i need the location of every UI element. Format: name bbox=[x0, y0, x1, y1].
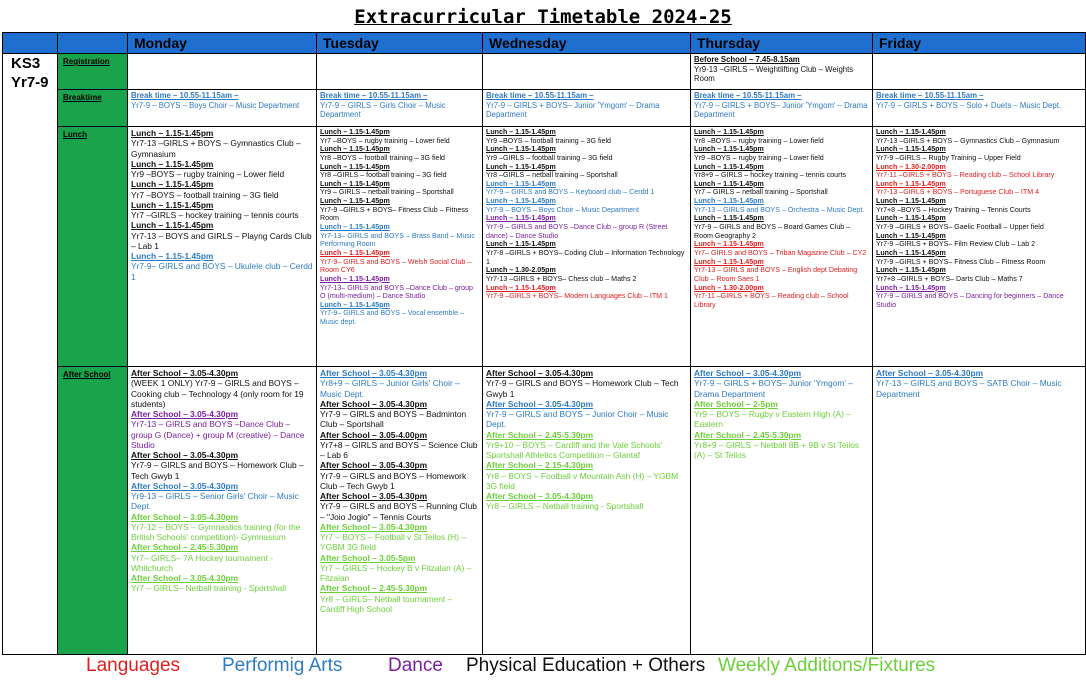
activity-time: Lunch – 1.30-2.00pm bbox=[876, 162, 946, 171]
activity-entry bbox=[320, 368, 479, 399]
activity-details: Yr7-9 – GIRLS and BOYS – Badminton Club – Sportshall bbox=[320, 409, 467, 430]
activity-details: Yr7-9 –GIRLS + BOYS– Film Review Club – Lab 2 bbox=[876, 240, 1036, 249]
activity-time: Lunch – 1.15-1.45pm bbox=[131, 179, 214, 190]
activity-entry bbox=[320, 223, 479, 249]
activity-entry bbox=[486, 128, 687, 145]
activity-time: After School – 3.05-4.30pm bbox=[320, 491, 428, 501]
activity-details: Yr7-9 – GIRLS and BOYS – Homework Club – Tech Gwyb 1 bbox=[131, 460, 304, 481]
cell-after-monday bbox=[128, 367, 317, 655]
activity-entry bbox=[486, 145, 687, 162]
activity-entry bbox=[876, 284, 1082, 310]
activity-details: Yr7-13 –GIRLS + BOYS – Gymnastics Club – Gymnasium bbox=[876, 136, 1060, 145]
activity-time: After School – 3.05-4.30pm bbox=[131, 573, 239, 583]
period-registration: Registration bbox=[58, 54, 128, 90]
activity-time: Lunch – 1.15-1.45pm bbox=[876, 214, 946, 223]
activity-entry bbox=[320, 583, 479, 614]
activity-entry bbox=[131, 542, 313, 573]
activity-time: After School – 3.05-4.30pm bbox=[486, 491, 594, 501]
activity-entry bbox=[876, 145, 1082, 162]
activity-entry bbox=[486, 491, 687, 512]
activity-time: Lunch – 1.15-1.45pm bbox=[131, 158, 214, 169]
period-lunch: Lunch bbox=[58, 127, 128, 367]
activity-time: After School – 3.05-4.30pm bbox=[876, 368, 984, 378]
activity-time: After School – 3.05-4.30pm bbox=[486, 398, 594, 409]
activity-time: Lunch – 1.15-1.45pm bbox=[694, 214, 764, 223]
activity-time: Before School – 7.45-8.15am bbox=[694, 55, 800, 64]
activity-entry bbox=[320, 553, 479, 584]
cell-lunch-monday bbox=[128, 127, 317, 367]
activity-details: Yr7-13 –GIRLS + BOYS– Chess club – Maths 2 bbox=[486, 274, 637, 283]
activity-details: Yr7 – GIRLS – Hockey B v Fitzalan (A) – Fitzalan bbox=[320, 562, 472, 583]
activity-entry bbox=[694, 91, 869, 120]
cell-after-tuesday bbox=[317, 367, 483, 655]
activity-details: Yr7-9 –GIRLS + BOYS– Fitness Club – Fitness Room bbox=[320, 205, 469, 223]
period-after-school: After School bbox=[58, 367, 128, 655]
activity-entry bbox=[320, 491, 479, 522]
activity-details: Yr7-9 – GIRLS and BOYS – Dancing for beginners – Dance Studio bbox=[876, 292, 1064, 309]
legend-performing-arts: Performig Arts bbox=[222, 655, 343, 676]
cell-registration-thursday bbox=[691, 54, 873, 90]
activity-entry bbox=[876, 128, 1082, 145]
page-title: Extracurricular Timetable 2024-25 bbox=[354, 6, 732, 28]
cell-breaktime-friday bbox=[873, 90, 1086, 127]
row-breaktime bbox=[3, 90, 1086, 127]
activity-time: Lunch – 1.15-1.45pm bbox=[694, 128, 764, 136]
activity-details: Yr7-13 – GIRLS and BOYS –Dance Club – group G (Dance) + group M (creative) – Dance Studio bbox=[131, 419, 305, 450]
activity-details: Yr8 –GIRLS – football training – 3G field bbox=[320, 171, 447, 180]
activity-details: Yr8 – GIRLS – Netball training - Sportshall bbox=[486, 501, 644, 512]
cell-lunch-wednesday bbox=[483, 127, 691, 367]
period-breaktime: Breaktime bbox=[58, 90, 128, 127]
activity-details: Yr7-9 – GIRLS + BOYS– Junior 'Ymgom' – Drama Department bbox=[694, 378, 853, 399]
activity-entry bbox=[131, 159, 313, 180]
activity-details: Yr8+9 – GIRLS – Netball 8B + 9B v St Teilos (A) – St Teilos bbox=[694, 439, 860, 460]
activity-entry bbox=[486, 91, 687, 120]
activity-entry bbox=[131, 481, 313, 512]
activity-time: Lunch – 1.15-1.45pm bbox=[320, 162, 390, 171]
activity-entry bbox=[876, 180, 1082, 197]
activity-entry bbox=[131, 200, 313, 221]
activity-entry bbox=[131, 368, 313, 409]
activity-entry bbox=[486, 180, 687, 197]
activity-time: Lunch – 1.15-1.45pm bbox=[131, 251, 214, 261]
activity-entry bbox=[486, 214, 687, 240]
activity-entry bbox=[320, 197, 479, 223]
activity-time: After School – 3.05-4.30pm bbox=[131, 480, 239, 491]
activity-details: Yr8 – GIRLS– Netball tournament – Cardiff High School bbox=[320, 593, 453, 614]
activity-time: Lunch – 1.15-1.45pm bbox=[486, 162, 556, 171]
activity-entry bbox=[876, 197, 1082, 214]
activity-details: Yr8 – BOYS – Football v Mountain Ash (H) – YGBM 3G field bbox=[486, 470, 679, 491]
header-row bbox=[3, 33, 1086, 54]
day-header-monday: Monday bbox=[128, 33, 317, 54]
activity-time: Lunch – 1.15-1.45pm bbox=[320, 179, 390, 188]
cell-lunch-tuesday bbox=[317, 127, 483, 367]
activity-details: Yr7– GIRLS– 7A Hockey tournament - Whitchurch bbox=[131, 552, 273, 573]
legend-dance: Dance bbox=[388, 655, 443, 676]
activity-entry bbox=[876, 214, 1082, 231]
activity-time: Lunch – 1.30-2.05pm bbox=[486, 266, 556, 275]
cell-breaktime-tuesday bbox=[317, 90, 483, 127]
activity-details: Yr7 – GIRLS– Netball training - Sportshall bbox=[131, 583, 287, 594]
activity-details: Yr7-9 –GIRLS + BOYS– Gaelic Football – Upper field bbox=[876, 223, 1044, 232]
activity-time: Lunch – 1.15-1.45pm bbox=[131, 220, 214, 231]
legend-physical-education: Physical Education + Others bbox=[466, 655, 706, 676]
activity-details: Yr7-9 – GIRLS and BOYS – Homework Club – Tech Gwyb 1 bbox=[486, 378, 679, 399]
activity-time: Lunch – 1.15-1.45pm bbox=[694, 197, 764, 206]
cell-breaktime-thursday bbox=[691, 90, 873, 127]
activity-time: After School – 3.05-4.00pm bbox=[320, 429, 428, 440]
cell-after-thursday bbox=[691, 367, 873, 655]
activity-time: Lunch – 1.15-1.45pm bbox=[320, 274, 390, 283]
activity-time: Lunch – 1.15-1.45pm bbox=[694, 179, 764, 188]
activity-entry bbox=[320, 180, 479, 197]
activity-details: Yr7-9 –GIRLS + BOYS– Fitness Club – Fitness Room bbox=[876, 257, 1046, 266]
activity-details: Yr7-12 – BOYS – Gymnastics training (for the British Schools' competition)- Gymnasium bbox=[131, 521, 301, 542]
activity-details: Yr9-13 –GIRLS – Weightlifting Club – Weights Room bbox=[694, 64, 854, 83]
activity-details: Yr7-13 – GIRLS and BOYS – English dept Debating Club – Room Saes 1 bbox=[694, 266, 858, 283]
activity-details: Yr7-13– GIRLS and BOYS –Dance Club – group O (multi-medium) – Dance Studio bbox=[320, 283, 473, 301]
activity-time: Lunch – 1.15-1.45pm bbox=[694, 162, 764, 171]
activity-details: Yr9 –BOYS – football training – 3G field bbox=[486, 136, 611, 145]
activity-entry bbox=[320, 430, 479, 461]
activity-details: Yr7-13– GIRLS and BOYS – Brass Band – Music Performing Room bbox=[320, 231, 475, 249]
activity-details: Yr7-9 – GIRLS and BOYS – Junior Choir – Music Dept. bbox=[486, 409, 669, 430]
cell-registration-monday bbox=[128, 54, 317, 90]
activity-entry bbox=[320, 163, 479, 180]
header-corner-period bbox=[58, 33, 128, 54]
activity-entry bbox=[694, 55, 869, 84]
activity-time: Lunch – 1.15-1.45pm bbox=[320, 128, 390, 136]
legend-languages: Languages bbox=[86, 655, 181, 676]
day-header-wednesday: Wednesday bbox=[483, 33, 691, 54]
year-group-ks3: KS3 bbox=[11, 55, 41, 72]
activity-details: Yr7-9 – GIRLS and BOYS – Homework Club – Tech Gwyb 1 bbox=[320, 470, 467, 491]
activity-time: After School – 3.05-4.30pm bbox=[320, 398, 428, 409]
activity-time: Lunch – 1.15-1.45pm bbox=[694, 145, 764, 154]
activity-entry bbox=[131, 128, 313, 159]
activity-time: Lunch – 1.15-1.45pm bbox=[320, 300, 390, 309]
activity-time: Lunch – 1.15-1.45pm bbox=[320, 145, 390, 154]
activity-time: After School – 2.15-4.30pm bbox=[486, 460, 594, 471]
activity-time: Lunch – 1.15-1.45pm bbox=[876, 283, 946, 292]
activity-details: Yr9 – BOYS – Rugby v Eastern High (A) – Eastern bbox=[694, 409, 851, 430]
activity-entry bbox=[131, 573, 313, 594]
activity-details: Yr8+9 – GIRLS – hockey training – tennis courts bbox=[694, 171, 847, 180]
activity-time: Lunch – 1.15-1.45pm bbox=[876, 231, 946, 240]
activity-time: Lunch – 1.15-1.45pm bbox=[876, 197, 946, 206]
activity-details: Yr8+9 – GIRLS – Junior Girls' Choir – Music Dept. bbox=[320, 378, 460, 399]
activity-details: Yr8 –GIRLS – netball training – Sportshall bbox=[486, 171, 618, 180]
activity-details: Yr9 –BOYS – rugby training – Lower field bbox=[131, 169, 285, 179]
activity-details: Yr7+8 –BOYS – Hockey Training – Tennis Courts bbox=[876, 205, 1031, 214]
row-after-school bbox=[3, 367, 1086, 655]
activity-time: After School – 3.05-5pm bbox=[320, 552, 416, 563]
year-group-range: Yr7-9 bbox=[11, 74, 49, 91]
activity-entry bbox=[694, 197, 869, 214]
activity-details: Yr9 –BOYS – rugby training – Lower field bbox=[694, 153, 824, 162]
activity-time: Break time – 10.55-11.15am – bbox=[876, 91, 984, 100]
activity-details: Yr7-9 – BOYS – Boys Choir – Music Department bbox=[131, 100, 300, 110]
activity-details: Yr7 –BOYS – rugby training – Lower field bbox=[320, 136, 450, 145]
activity-time: Lunch – 1.15-1.45pm bbox=[486, 240, 556, 249]
activity-time: Lunch – 1.15-1.45pm bbox=[694, 257, 764, 266]
activity-entry bbox=[694, 258, 869, 284]
day-header-friday: Friday bbox=[873, 33, 1086, 54]
activity-time: After School – 3.05-4.30pm bbox=[320, 521, 428, 532]
activity-time: Lunch – 1.15-1.45pm bbox=[876, 248, 946, 257]
activity-time: After School – 3.05-4.30pm bbox=[131, 368, 239, 378]
activity-entry bbox=[694, 214, 869, 240]
activity-entry bbox=[131, 251, 313, 282]
activity-entry bbox=[876, 232, 1082, 249]
activity-details: Yr8 –BOYS – football training – 3G field bbox=[320, 153, 445, 162]
activity-time: After School – 2.45-5.30pm bbox=[694, 429, 802, 440]
activity-entry bbox=[486, 368, 687, 399]
activity-entry bbox=[486, 197, 687, 214]
activity-time: After School – 2.45-5.30pm bbox=[486, 429, 594, 440]
activity-entry bbox=[486, 460, 687, 491]
activity-time: Lunch – 1.15-1.45pm bbox=[320, 248, 390, 257]
cell-breaktime-wednesday bbox=[483, 90, 691, 127]
activity-entry bbox=[486, 284, 687, 301]
activity-details: Yr7-13 – GIRLS and BOYS – Orchestra – Music Dept. bbox=[694, 205, 865, 214]
activity-details: Yr7-9 – GIRLS and BOYS – Running Club – "Joio Jogio" – Tennis Courts bbox=[320, 501, 477, 522]
activity-details: Yr7+8 – GIRLS and BOYS – Science Club – Lab 6 bbox=[320, 439, 478, 460]
activity-details: Yr9 – GIRLS – netball training – Sportshall bbox=[320, 188, 454, 197]
cell-lunch-thursday bbox=[691, 127, 873, 367]
activity-entry bbox=[694, 240, 869, 257]
activity-entry bbox=[131, 91, 313, 110]
header-corner bbox=[3, 33, 58, 54]
activity-entry bbox=[320, 91, 479, 120]
activity-time: Lunch – 1.15-1.45pm bbox=[131, 199, 214, 210]
activity-time: Lunch – 1.15-1.45pm bbox=[486, 179, 556, 188]
activity-details: Yr7 – GIRLS – netball training – Sportshall bbox=[694, 188, 828, 197]
activity-details: Yr7 – BOYS – Football v St Teilos (H) – YGBM 3G field bbox=[320, 532, 467, 553]
activity-details: Yr7-9 – GIRLS + BOYS – Solo + Duets – Music Dept. bbox=[876, 100, 1062, 110]
activity-entry bbox=[694, 145, 869, 162]
activity-entry bbox=[486, 163, 687, 180]
activity-entry bbox=[486, 399, 687, 430]
activity-entry bbox=[694, 163, 869, 180]
activity-details: Yr7– GIRLS and BOYS – Triban Magazine Club – CY2 bbox=[694, 248, 867, 257]
activity-time: Lunch – 1.15-1.45pm bbox=[486, 214, 556, 223]
activity-entry bbox=[131, 179, 313, 200]
activity-time: Break time – 10.55-11.15am – bbox=[320, 91, 428, 100]
activity-entry bbox=[131, 512, 313, 543]
activity-time: After School – 3.05-4.30pm bbox=[694, 368, 802, 378]
cell-registration-friday bbox=[873, 54, 1086, 90]
activity-time: Lunch – 1.30-2.00pm bbox=[694, 283, 764, 292]
activity-details: Yr9+10 – BOYS – Cardiff and the Vale Schools' Sportshall Athletics Competition – Glantaf bbox=[486, 439, 663, 460]
activity-time: Lunch – 1.15-1.45pm bbox=[320, 197, 390, 206]
activity-time: Lunch – 1.15-1.45pm bbox=[486, 128, 556, 136]
row-lunch bbox=[3, 127, 1086, 367]
activity-entry bbox=[320, 460, 479, 491]
activity-details: (WEEK 1 ONLY) Yr7-9 – GIRLS and BOYS – Cooking club – Technology 4 (only room for 19 students) bbox=[131, 378, 304, 409]
activity-time: After School – 3.05-4.30pm bbox=[320, 460, 428, 471]
activity-details: Yr7-11 –GIRLS + BOYS – Reading club – School Library bbox=[694, 292, 849, 309]
activity-details: Yr7-11 –GIRLS + BOYS – Reading club – School Library bbox=[876, 171, 1055, 180]
activity-time: Lunch – 1.15-1.45pm bbox=[694, 240, 764, 249]
activity-time: Break time – 10.55-11.15am – bbox=[486, 91, 594, 100]
activity-entry bbox=[486, 240, 687, 266]
activity-time: Break time – 10.55-11.15am – bbox=[131, 91, 239, 100]
activity-details: Yr7-9– GIRLS and BOYS – Ukulele club – Cerdd 1 bbox=[131, 261, 313, 282]
activity-time: Lunch – 1.15-1.45pm bbox=[876, 145, 946, 154]
cell-registration-tuesday bbox=[317, 54, 483, 90]
activity-time: After School – 3.05-4.30pm bbox=[131, 450, 239, 460]
activity-details: Yr7 –BOYS – football training – 3G field bbox=[131, 189, 279, 200]
activity-entry bbox=[131, 220, 313, 251]
activity-details: Yr7-13 – BOYS and GIRLS – Playng Cards Club – Lab 1 bbox=[131, 230, 312, 251]
activity-entry bbox=[320, 145, 479, 162]
activity-time: After School – 3.05-4.30pm bbox=[131, 409, 239, 419]
activity-time: After School – 3.05-4.30pm bbox=[320, 368, 428, 378]
activity-entry bbox=[694, 284, 869, 310]
timetable bbox=[2, 32, 1086, 655]
activity-entry bbox=[694, 128, 869, 145]
activity-entry bbox=[694, 180, 869, 197]
legend-weekly-additions: Weekly Additions/Fixtures bbox=[718, 655, 936, 676]
activity-details: Yr7-9 –GIRLS – Rugby Training – Upper Field bbox=[876, 153, 1021, 162]
legend bbox=[0, 654, 1086, 684]
activity-time: Lunch – 1.15-1.45pm bbox=[131, 128, 214, 138]
day-header-tuesday: Tuesday bbox=[317, 33, 483, 54]
activity-time: Lunch – 1.15-1.45pm bbox=[486, 283, 556, 292]
activity-entry bbox=[320, 522, 479, 553]
activity-entry bbox=[486, 266, 687, 283]
activity-details: Yr7-9 – GIRLS + BOYS– Junior 'Ymgom' – Drama Department bbox=[486, 100, 660, 119]
activity-details: Yr9 –GIRLS – football training – 3G field bbox=[486, 153, 613, 162]
activity-time: Lunch – 1.15-1.45pm bbox=[876, 179, 946, 188]
activity-details: Yr7-9 – GIRLS and BOYS –Dance Club – group R (Street dance) – Dance Studio bbox=[486, 223, 668, 240]
activity-time: After School – 3.05-4.30pm bbox=[486, 368, 594, 378]
activity-time: After School – 2.45-5.30pm bbox=[131, 542, 239, 553]
activity-time: After School – 2-5pm bbox=[694, 398, 778, 409]
activity-details: Yr7+8 –GIRLS + BOYS– Darts Club – Maths 7 bbox=[876, 274, 1023, 283]
activity-details: Yr7-9– GIRLS and BOYS – Welsh Social Club – Room CY6 bbox=[320, 257, 472, 275]
activity-details: Yr7-9 – GIRLS – Girls Choir – Music Department bbox=[320, 100, 446, 119]
activity-details: Yr7-13 – GIRLS and BOYS – SATB Choir – Music Department bbox=[876, 378, 1062, 399]
activity-details: Yr8 –BOYS – rugby training – Lower field bbox=[694, 136, 824, 145]
activity-entry bbox=[876, 368, 1082, 399]
cell-after-wednesday bbox=[483, 367, 691, 655]
activity-entry bbox=[694, 399, 869, 430]
activity-entry bbox=[320, 399, 479, 430]
cell-breaktime-monday bbox=[128, 90, 317, 127]
activity-entry bbox=[131, 450, 313, 481]
activity-entry bbox=[320, 301, 479, 327]
activity-entry bbox=[876, 266, 1082, 283]
activity-entry bbox=[876, 91, 1082, 110]
year-group-label bbox=[3, 54, 58, 655]
activity-details: Yr7-8 –GIRLS + BOYS– Coding Club – Information Technology 1 bbox=[486, 248, 685, 266]
activity-time: Lunch – 1.15-1.45pm bbox=[876, 266, 946, 275]
activity-entry bbox=[320, 275, 479, 301]
activity-time: Lunch – 1.15-1.45pm bbox=[486, 145, 556, 154]
activity-time: After School – 2.45-5.30pm bbox=[320, 583, 428, 594]
activity-time: Lunch – 1.15-1.45pm bbox=[320, 223, 390, 232]
activity-entry bbox=[876, 163, 1082, 180]
activity-details: Yr7-13 –GIRLS + BOYS – Portuguese Club – ITM 4 bbox=[876, 188, 1040, 197]
activity-time: Break time – 10.55-11.15am – bbox=[694, 91, 802, 100]
activity-entry bbox=[320, 128, 479, 145]
activity-entry bbox=[876, 249, 1082, 266]
activity-details: Yr7-9– GIRLS and BOYS – Vocal ensemble – Music dept. bbox=[320, 309, 464, 327]
activity-time: Lunch – 1.15-1.45pm bbox=[876, 128, 946, 136]
activity-time: After School – 3.05-4.30pm bbox=[131, 511, 239, 522]
cell-registration-wednesday bbox=[483, 54, 691, 90]
activity-details: Yr7-13 –GIRLS + BOYS – Gymnastics Club – Gymnasium bbox=[131, 138, 301, 159]
cell-after-friday bbox=[873, 367, 1086, 655]
activity-details: Yr7 –GIRLS – hockey training – tennis courts bbox=[131, 210, 299, 220]
activity-details: Yr7-9 – GIRLS + BOYS– Junior 'Ymgom' – Drama Department bbox=[694, 100, 868, 119]
activity-entry bbox=[694, 368, 869, 399]
activity-time: Lunch – 1.15-1.45pm bbox=[486, 197, 556, 206]
activity-entry bbox=[131, 409, 313, 450]
activity-entry bbox=[694, 430, 869, 461]
activity-details: Yr9-13 – GIRLS – Senior Girls' Choir – Music Dept. bbox=[131, 491, 299, 512]
row-registration bbox=[3, 54, 1086, 90]
day-header-thursday: Thursday bbox=[691, 33, 873, 54]
activity-entry bbox=[486, 430, 687, 461]
activity-details: Yr7-9 – GIRLS and BOYS – Board Games Club – Room Geography 2 bbox=[694, 223, 851, 240]
activity-details: Yr7-9 – BOYS – Boys Choir – Music Department bbox=[486, 205, 639, 214]
activity-details: Yr7-9 – GIRLS and BOYS – Keyboard club – Cerdd 1 bbox=[486, 188, 655, 197]
activity-entry bbox=[320, 249, 479, 275]
cell-lunch-friday bbox=[873, 127, 1086, 367]
activity-details: Yr7-9 –GIRLS + BOYS– Modern Languages Club – ITM 1 bbox=[486, 292, 668, 301]
